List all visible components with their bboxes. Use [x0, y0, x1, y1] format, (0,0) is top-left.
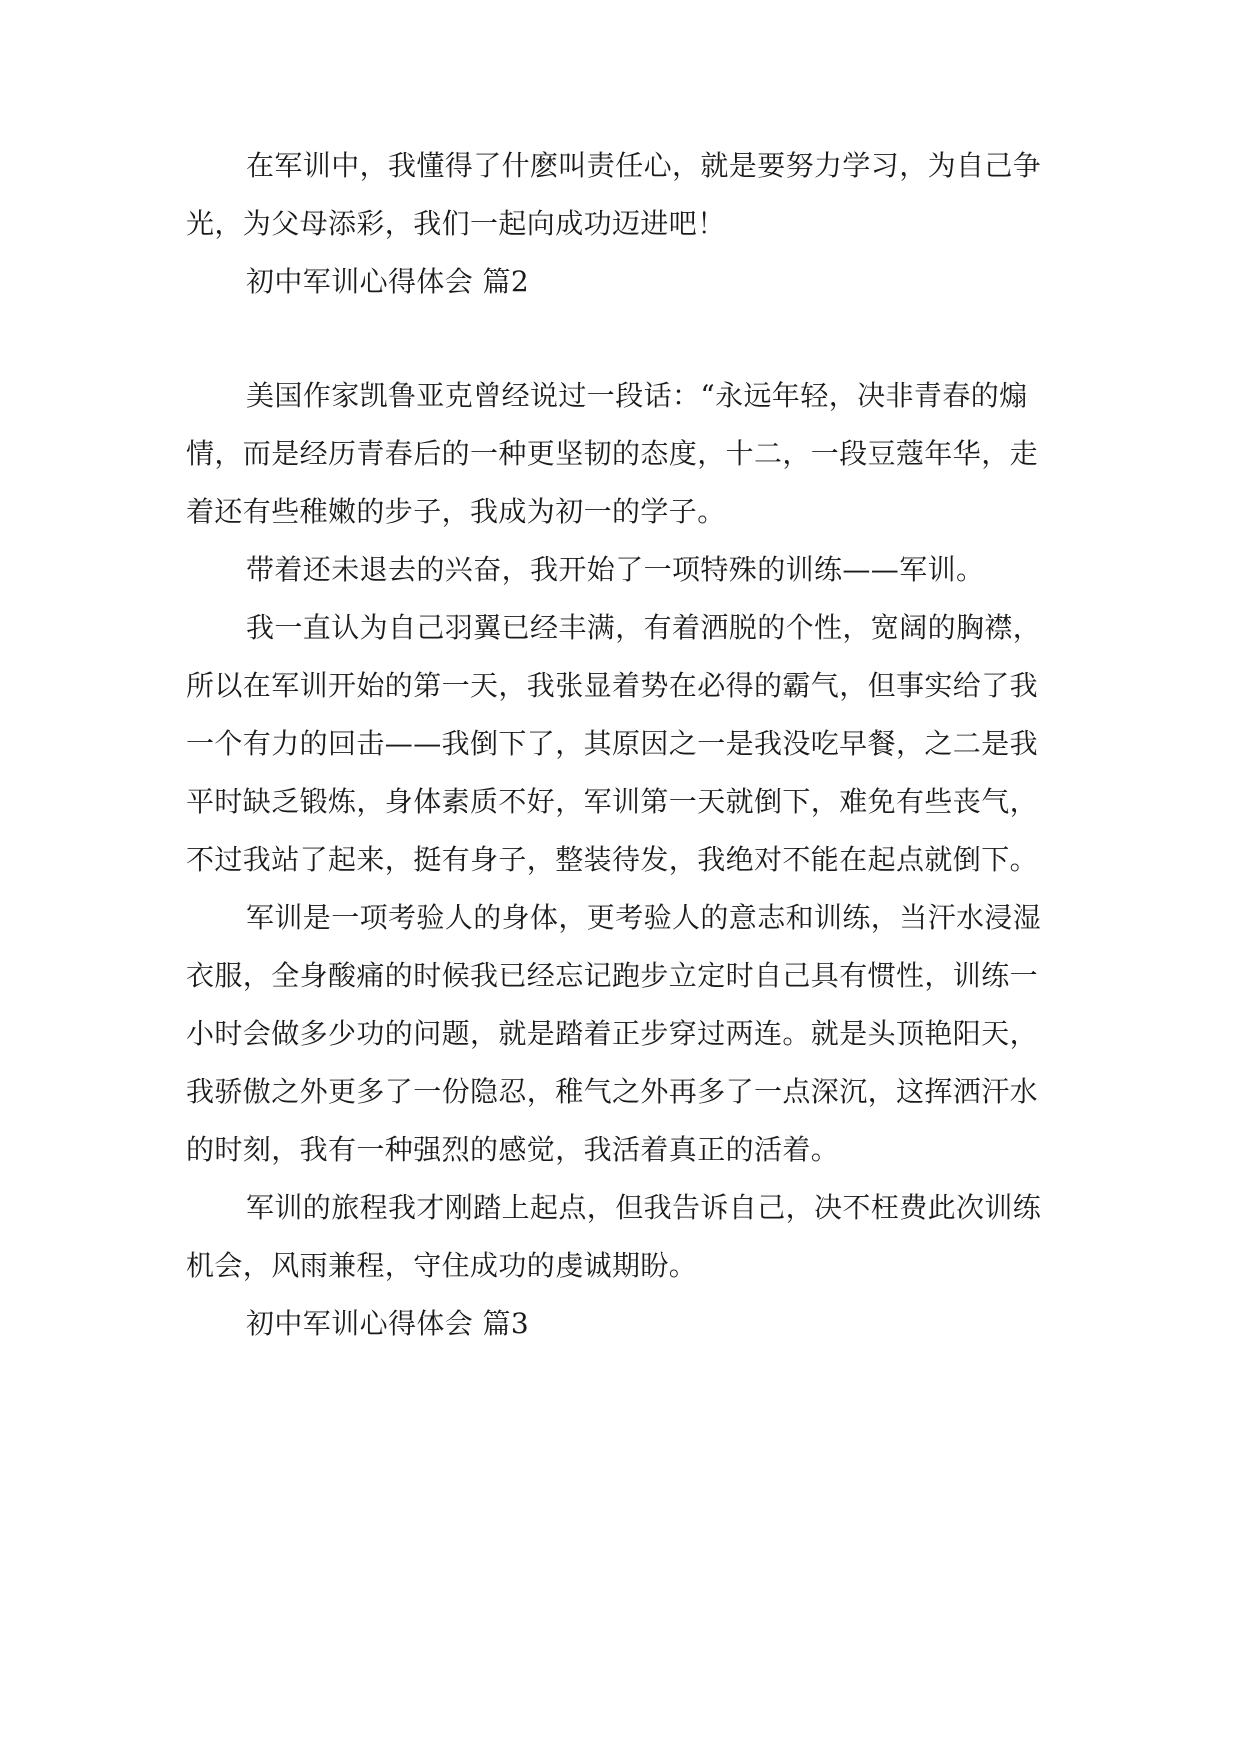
paragraph-line: 所以在军训开始的第一天，我张显着势在必得的霸气，但事实给了我 [186, 669, 1039, 702]
paragraph-line: 在军训中，我懂得了什麽叫责任心，就是要努力学习，为自己争 [246, 149, 1042, 182]
paragraph-line: 一个有力的回击——我倒下了，其原因之一是我没吃早餐，之二是我 [186, 727, 1039, 760]
paragraph-line: 小时会做多少功的问题，就是踏着正步穿过两连。就是头顶艳阳天， [186, 1017, 1039, 1050]
paragraph-line: 平时缺乏锻炼，身体素质不好，军训第一天就倒下，难免有些丧气， [186, 785, 1039, 818]
section-heading: 初中军训心得体会 篇2 [246, 265, 530, 298]
paragraph-line: 不过我站了起来，挺有身子，整装待发，我绝对不能在起点就倒下。 [186, 843, 1039, 876]
paragraph-line: 情，而是经历青春后的一种更坚韧的态度，十二，一段豆蔻年华，走 [186, 437, 1039, 470]
paragraph-line: 着还有些稚嫩的步子，我成为初一的学子。 [186, 495, 726, 528]
paragraph-line: 我骄傲之外更多了一份隐忍，稚气之外再多了一点深沉，这挥洒汗水 [186, 1075, 1039, 1108]
paragraph-line: 美国作家凯鲁亚克曾经说过一段话：“永远年轻，决非青春的煽 [246, 379, 1028, 412]
paragraph-line: 衣服，全身酸痛的时候我已经忘记跑步立定时自己具有惯性，训练一 [186, 959, 1039, 992]
paragraph-line: 我一直认为自己羽翼已经丰满，有着洒脱的个性，宽阔的胸襟， [246, 611, 1042, 644]
section-heading: 初中军训心得体会 篇3 [246, 1307, 530, 1340]
paragraph-line: 军训是一项考验人的身体，更考验人的意志和训练，当汗水浸湿 [246, 901, 1042, 934]
paragraph-line: 机会，风雨兼程，守住成功的虔诚期盼。 [186, 1249, 698, 1282]
paragraph-line: 军训的旅程我才刚踏上起点，但我告诉自己，决不枉费此次训练 [246, 1191, 1042, 1224]
paragraph-line: 带着还未退去的兴奋，我开始了一项特殊的训练——军训。 [246, 553, 985, 586]
paragraph-line: 光，为父母添彩，我们一起向成功迈进吧！ [186, 207, 726, 240]
paragraph-line: 的时刻，我有一种强烈的感觉，我活着真正的活着。 [186, 1133, 840, 1166]
